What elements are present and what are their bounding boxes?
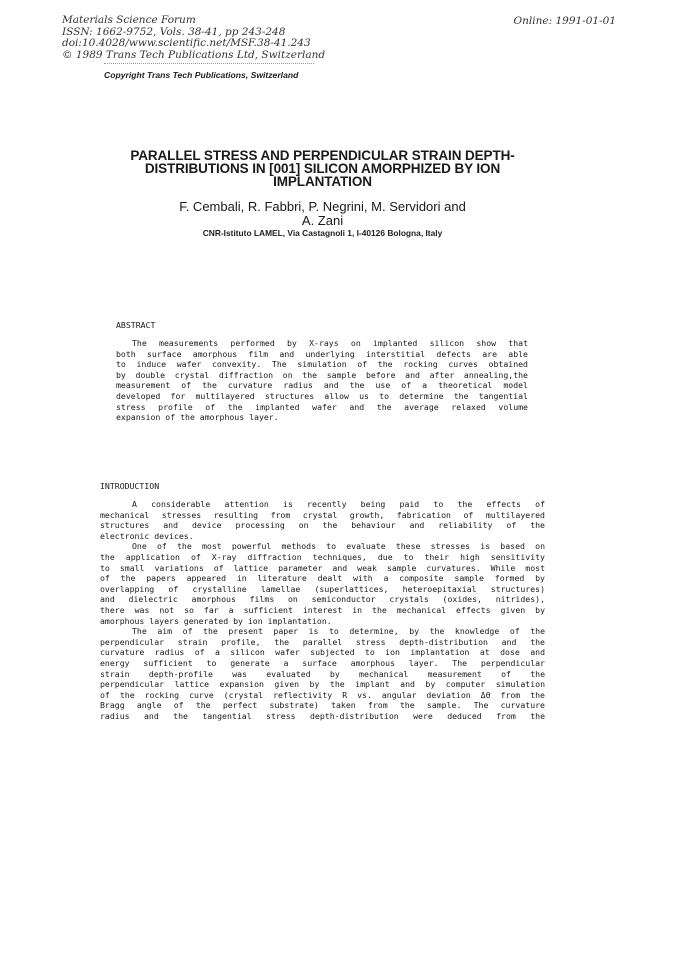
online-date: Online: 1991-01-01 [513,15,616,27]
authors-line: A. Zani [301,212,344,228]
paper-title [110,149,535,188]
text-line: energy sufficient to generate a surface amorphous layer. The perpendicular [100,657,545,668]
title-line: IMPLANTATION [273,174,372,189]
introduction-body [100,499,545,721]
text-line: Bragg angle of the perfect substrate) taken from the sample. The curvature [100,700,545,711]
doi-line: doi:10.4028/www.scientific.net/MSF.38-41.243 [62,37,311,50]
text-line: perpendicular strain profile, the parallel stress depth-distribution and the [100,636,545,647]
text-line: the application of X-ray diffraction techniques, due to their high sensitivity [100,551,545,562]
authors-line: F. Cembali, R. Fabbri, P. Negrini, M. Servidori and [179,199,466,214]
affiliation: CNR-Istituto LAMEL, Via Castagnoli 1, I-40126 Bologna, Italy [202,228,443,238]
title-line: DISTRIBUTIONS IN [001] SILICON AMORPHIZED BY ION [144,161,501,176]
text-line: strain depth-profile was evaluated by mechanical measurement of the [100,668,545,679]
text-line: structures and device processing on the behaviour and reliability of the [100,520,545,531]
issn-line: ISSN: 1662-9752, Vols. 38-41, pp 243-248 [62,25,286,38]
author-list [140,200,505,227]
text-line: A considerable attention is recently being paid to the effects of [132,499,545,509]
copyright-stamp: Copyright Trans Tech Publications, Switzerland [104,70,299,80]
text-line: developed for multilayered structures allow us to determine the tangential [116,390,528,401]
text-line: both surface amorphous film and underlying interstitial defects are able [116,348,528,359]
introduction-heading: INTRODUCTION [100,481,160,491]
text-line: amorphous layers generated by ion implantation. [100,615,332,626]
text-line: curvature radius of a silicon wafer subjected to ion implantation at dose and [100,647,545,658]
text-line: stress profile of the implanted wafer and the average relaxed volume [116,401,528,412]
text-line: overlapping of crystalline lamellae (superlattices, heteroepitaxial structures) [100,583,545,594]
copyright-line: © 1989 Trans Tech Publications Ltd, Switzerland [62,48,326,61]
text-line: of the papers appeared in literature dealt with a composite sample formed by [100,573,545,584]
abstract-body [116,338,528,423]
scan-artifact-line [104,63,314,67]
text-line: perpendicular lattice expansion given by the implant and by computer simulation [100,679,545,690]
text-line: and dielectric amorphous films on semiconductor crystals (oxides, nitrides), [100,594,545,605]
text-line: to induce wafer convexity. The simulation of the rocking curves obtained [116,359,528,370]
journal-name: Materials Science Forum [62,14,196,26]
text-line: to small variations of lattice parameter and weak sample curvatures. While most [100,562,545,573]
text-line: of the rocking curve (crystal reflectivity R vs. angular deviation Δθ from the [100,689,545,700]
text-line: expansion of the amorphous layer. [116,412,279,423]
text-line: by double crystal diffraction on the sample before and after annealing,the [116,369,528,380]
publication-info [62,15,325,61]
text-line: measurement of the curvature radius and the use of a theoretical model [116,380,528,391]
text-line: there was not so far a sufficient interest in the mechanical effects given by [100,604,545,615]
text-line: electronic devices. [100,530,194,541]
abstract-heading: ABSTRACT [116,320,156,330]
text-line: The measurements performed by X-rays on implanted silicon show that [132,338,528,348]
text-line: radius and the tangential stress depth-distribution were deduced from the [100,710,545,721]
text-line: The aim of the present paper is to determine, by the knowledge of the [132,626,545,637]
text-line: One of the most powerful methods to evaluate these stresses is based on [132,541,545,552]
title-line: PARALLEL STRESS AND PERPENDICULAR STRAIN DEPTH- [130,148,515,163]
text-line: mechanical stresses resulting from crystal growth, fabrication of multilayered [100,509,545,520]
